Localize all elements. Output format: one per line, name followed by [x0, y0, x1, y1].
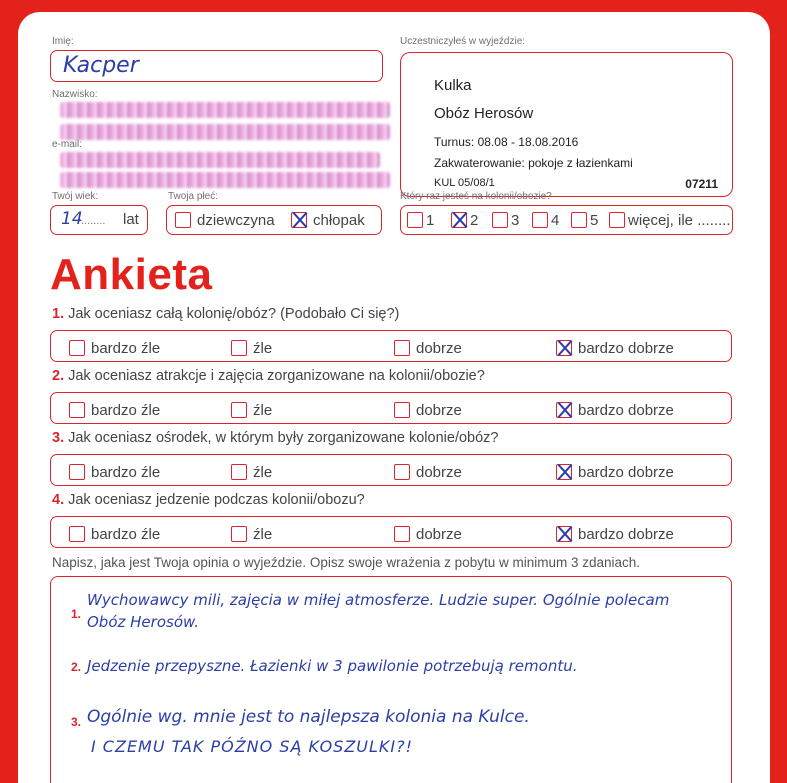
trip-code: KUL 05/08/1 — [434, 177, 495, 189]
times-option-label: 5 — [590, 211, 599, 229]
times-option-label: 2 — [470, 211, 479, 229]
age-field[interactable] — [50, 205, 148, 235]
redacted-surname-2 — [60, 124, 390, 140]
rating-option[interactable] — [69, 525, 160, 543]
times-label: Który raz jesteś na kolonii/obozie? — [400, 191, 552, 202]
times-option-label: 1 — [426, 211, 435, 229]
rating-option[interactable] — [556, 525, 674, 543]
question-4 — [52, 492, 365, 508]
times-option-4[interactable] — [532, 211, 559, 229]
times-checkbox[interactable] — [407, 212, 423, 228]
name-field[interactable] — [50, 50, 383, 82]
rating-option[interactable] — [556, 339, 674, 357]
survey-title: Ankieta — [50, 250, 213, 299]
opinion-line: I CZEMU TAK PÓŹNO SĄ KOSZULKI?! — [91, 737, 414, 756]
rating-option-label: dobrze — [416, 463, 462, 481]
redacted-surname — [60, 102, 390, 118]
rating-option[interactable] — [556, 463, 674, 481]
opinion-prompt: Napisz, jaka jest Twoja opinia o wyjeździe. Opisz swoje wrażenia z pobytu w minimum 3 zdaniach. — [52, 555, 641, 570]
times-option-label: więcej, ile ........ — [628, 211, 731, 229]
rating-checkbox[interactable] — [556, 526, 572, 542]
rating-option[interactable] — [556, 401, 674, 419]
opinion-line: Obóz Herosów. — [87, 613, 200, 631]
rating-checkbox[interactable] — [231, 340, 247, 356]
question-number: 2. — [52, 368, 65, 384]
rating-checkbox[interactable] — [394, 340, 410, 356]
rating-checkbox[interactable] — [231, 402, 247, 418]
accommodation-value: pokoje z łazienkami — [528, 156, 633, 170]
rating-option[interactable] — [394, 339, 462, 357]
rating-checkbox[interactable] — [394, 402, 410, 418]
surname-label: Nazwisko: — [52, 89, 98, 100]
question-number: 3. — [52, 430, 65, 446]
rating-option-label: bardzo źle — [91, 463, 161, 481]
question-text: Jak oceniasz atrakcje i zajęcia zorganizowane na kolonii/obozie? — [68, 368, 485, 384]
opinion-number: 1. — [71, 607, 82, 621]
question-number: 4. — [52, 492, 65, 508]
opinion-number: 3. — [71, 715, 82, 729]
rating-checkbox[interactable] — [231, 526, 247, 542]
rating-option[interactable] — [394, 525, 462, 543]
trip-box — [400, 52, 733, 197]
rating-option-label: bardzo dobrze — [578, 339, 674, 357]
trip-label: Uczestniczyłeś w wyjeździe: — [400, 36, 526, 47]
sex-label: Twoja płeć: — [168, 191, 219, 202]
rating-option-label: dobrze — [416, 401, 462, 419]
rating-option[interactable] — [394, 401, 462, 419]
rating-checkbox[interactable] — [69, 464, 85, 480]
times-checkbox[interactable] — [451, 212, 467, 228]
sex-option-female[interactable] — [175, 211, 275, 229]
sex-checkbox-male[interactable] — [291, 212, 307, 228]
rating-row-4 — [50, 516, 732, 548]
rating-row-3 — [50, 454, 732, 486]
rating-option-label: bardzo źle — [91, 525, 161, 543]
rating-checkbox[interactable] — [69, 526, 85, 542]
times-option-2[interactable] — [451, 211, 478, 229]
trip-line-2: Obóz Herosów — [434, 105, 534, 122]
rating-checkbox[interactable] — [69, 340, 85, 356]
rating-checkbox[interactable] — [231, 464, 247, 480]
rating-row-2 — [50, 392, 732, 424]
opinion-line: Ogólnie wg. mnie jest to najlepsza kolonia na Kulce. — [87, 707, 530, 727]
opinion-line: Wychowawcy mili, zajęcia w miłej atmosferze. Ludzie super. Ogólnie polecam — [87, 591, 670, 609]
times-option-more[interactable] — [609, 211, 731, 229]
times-option-label: 4 — [551, 211, 560, 229]
survey-sheet — [18, 12, 770, 783]
rating-option[interactable] — [231, 525, 272, 543]
times-checkbox[interactable] — [492, 212, 508, 228]
email-label: e-mail: — [52, 139, 83, 150]
rating-option-label: dobrze — [416, 525, 462, 543]
times-option-1[interactable] — [407, 211, 434, 229]
question-2 — [52, 368, 485, 384]
opinion-line: Jedzenie przepyszne. Łazienki w 3 pawilonie potrzebują remontu. — [87, 657, 578, 675]
times-option-5[interactable] — [571, 211, 598, 229]
turnus-value: 08.08 - 18.08.2016 — [477, 135, 579, 149]
opinion-textarea[interactable] — [50, 576, 732, 783]
times-checkbox[interactable] — [532, 212, 548, 228]
question-1 — [52, 306, 399, 322]
rating-row-1 — [50, 330, 732, 362]
rating-option-label: bardzo źle — [91, 339, 161, 357]
rating-option[interactable] — [231, 463, 272, 481]
rating-option-label: bardzo dobrze — [578, 525, 674, 543]
accommodation-row — [434, 156, 633, 170]
sex-option-male[interactable] — [291, 211, 365, 229]
sex-option-label: chłopak — [313, 211, 365, 229]
sex-checkbox-female[interactable] — [175, 212, 191, 228]
trip-line-1: Kulka — [434, 77, 472, 94]
age-dots: ........ — [81, 215, 106, 227]
rating-option[interactable] — [69, 339, 160, 357]
rating-option-label: źle — [253, 401, 273, 419]
rating-option-label: źle — [253, 339, 273, 357]
name-label: Imię: — [52, 36, 74, 47]
rating-option-label: bardzo dobrze — [578, 463, 674, 481]
question-3 — [52, 430, 498, 446]
rating-checkbox[interactable] — [394, 526, 410, 542]
rating-option-label: bardzo źle — [91, 401, 161, 419]
redacted-email-2 — [60, 172, 390, 188]
times-option-3[interactable] — [492, 211, 519, 229]
rating-option[interactable] — [69, 463, 160, 481]
rating-checkbox[interactable] — [394, 464, 410, 480]
rating-checkbox[interactable] — [556, 464, 572, 480]
rating-option-label: dobrze — [416, 339, 462, 357]
rating-option-label: bardzo dobrze — [578, 401, 674, 419]
question-text: Jak oceniasz jedzenie podczas kolonii/obozu? — [68, 492, 365, 508]
turnus-label: Turnus: — [434, 135, 475, 149]
trip-number: 07211 — [685, 177, 718, 191]
rating-option[interactable] — [394, 463, 462, 481]
rating-checkbox[interactable] — [69, 402, 85, 418]
question-number: 1. — [52, 306, 65, 322]
times-checkbox[interactable] — [609, 212, 625, 228]
accommodation-label: Zakwaterowanie: — [434, 156, 525, 170]
sex-field — [166, 205, 382, 235]
rating-option[interactable] — [231, 339, 272, 357]
rating-option[interactable] — [231, 401, 272, 419]
question-text: Jak oceniasz całą kolonię/obóz? (Podobało Ci się?) — [68, 306, 400, 322]
age-unit: lat — [123, 211, 139, 228]
rating-option[interactable] — [69, 401, 160, 419]
turnus-row — [434, 135, 578, 149]
rating-checkbox[interactable] — [556, 340, 572, 356]
sex-option-label: dziewczyna — [197, 211, 275, 229]
rating-checkbox[interactable] — [556, 402, 572, 418]
times-checkbox[interactable] — [571, 212, 587, 228]
name-value: Kacper — [63, 53, 139, 78]
redacted-email — [60, 152, 380, 168]
age-label: Twój wiek: — [52, 191, 99, 202]
age-value: 14 — [61, 209, 83, 229]
opinion-number: 2. — [71, 660, 82, 674]
times-option-label: 3 — [511, 211, 520, 229]
times-field — [400, 205, 733, 235]
rating-option-label: źle — [253, 463, 273, 481]
question-text: Jak oceniasz ośrodek, w którym były zorganizowane kolonie/obóz? — [68, 430, 499, 446]
rating-option-label: źle — [253, 525, 273, 543]
